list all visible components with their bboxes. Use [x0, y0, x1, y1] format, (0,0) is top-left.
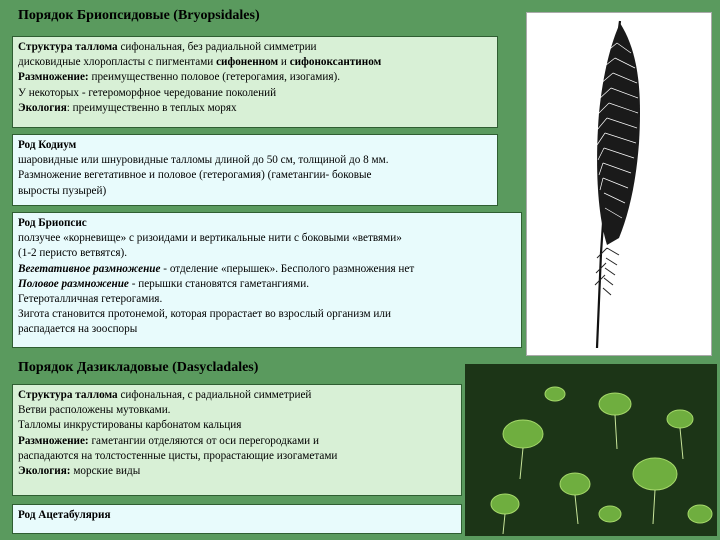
feather-alga-icon [527, 13, 713, 357]
ecology-text: : преимущественно в теплых морях [66, 101, 237, 114]
bryopsis-box [12, 212, 522, 348]
dasy-structure-text: сифональная, с радиальной симметрией [117, 389, 312, 401]
bryopsis-line-1: ползучее «корневище» с ризоидами и вертикальные нити с боковыми «ветвями» [18, 232, 402, 245]
dasy-structure-label: Структура таллома [18, 389, 118, 401]
bryopsis-illustration [526, 12, 712, 356]
vegetative-text: - отделение «перышек». Бесполого размножения нет [160, 262, 415, 275]
bryopsis-line-7: распадается на зооспоры [18, 323, 138, 336]
siphonein-term: сифоненном [216, 56, 279, 69]
dasy-ecology-text: морские виды [70, 465, 141, 478]
bryopsis-line-6: Зигота становится протонемой, которая прорастает во взрослый организм или [18, 308, 391, 321]
codium-line-2: Размножение вегетативное и половое (гетерогамия) (гаметангии- боковые [18, 169, 372, 182]
bryopsidales-description-box [12, 36, 498, 128]
codium-title: Род Кодиум [18, 139, 77, 151]
codium-line-1: шаровидные или шнуровидные талломы длиной до 50 см, толщиной до 8 мм. [18, 154, 389, 167]
conjunction-text: и [278, 56, 290, 69]
dasycladales-description-box [12, 384, 462, 496]
alternation-text: У некоторых - гетероморфное чередование поколений [18, 86, 277, 99]
thallus-structure-label: Структура таллома [18, 41, 118, 53]
order-bryopsidales-heading: Порядок Бриопсидовые (Bryopsidales) [18, 8, 260, 23]
siphonoxanthin-term: сифоноксантином [289, 56, 382, 69]
reproduction-text: преимущественно половое (гетерогамия, изогамия). [88, 71, 341, 84]
acetabularia-cluster-icon [465, 364, 717, 536]
dasy-line-5: распадаются на толстостенные цисты, прорастающие изогаметами [18, 449, 338, 462]
dasy-ecology-label: Экология: [18, 465, 71, 478]
acetabularia-title: Род Ацетабулярия [18, 509, 111, 521]
dasy-reproduction-text: гаметангии отделяются от оси перегородками и [88, 434, 319, 447]
dasy-reproduction-label: Размножение: [18, 434, 89, 447]
sexual-label: Половое размножение [18, 277, 129, 290]
acetabularia-box [12, 504, 462, 534]
codium-line-3: выросты пузырей) [18, 184, 107, 197]
dasy-line-2: Ветви расположены мутовками. [18, 404, 171, 417]
chloroplast-text: дисковидные хлоропласты с пигментами [18, 56, 217, 69]
sexual-text: - перышки становятся гаметангиями. [128, 277, 310, 290]
thallus-structure-text: сифональная, без радиальной симметрии [117, 41, 317, 53]
reproduction-label: Размножение: [18, 71, 89, 84]
order-dasycladales-heading: Порядок Дазикладовые (Dasycladales) [18, 360, 259, 375]
bryopsis-line-2: (1-2 перисто ветвятся). [18, 247, 128, 260]
ecology-label: Экология [18, 101, 67, 114]
acetabularia-photo [465, 364, 717, 536]
dasy-line-3: Талломы инкрустированы карбонатом кальция [18, 419, 242, 432]
vegetative-label: Вегетативное размножение [18, 262, 161, 275]
bryopsis-title: Род Бриопсис [18, 217, 87, 229]
bryopsis-line-5: Гетероталличная гетерогамия. [18, 293, 163, 306]
codium-box [12, 134, 498, 206]
